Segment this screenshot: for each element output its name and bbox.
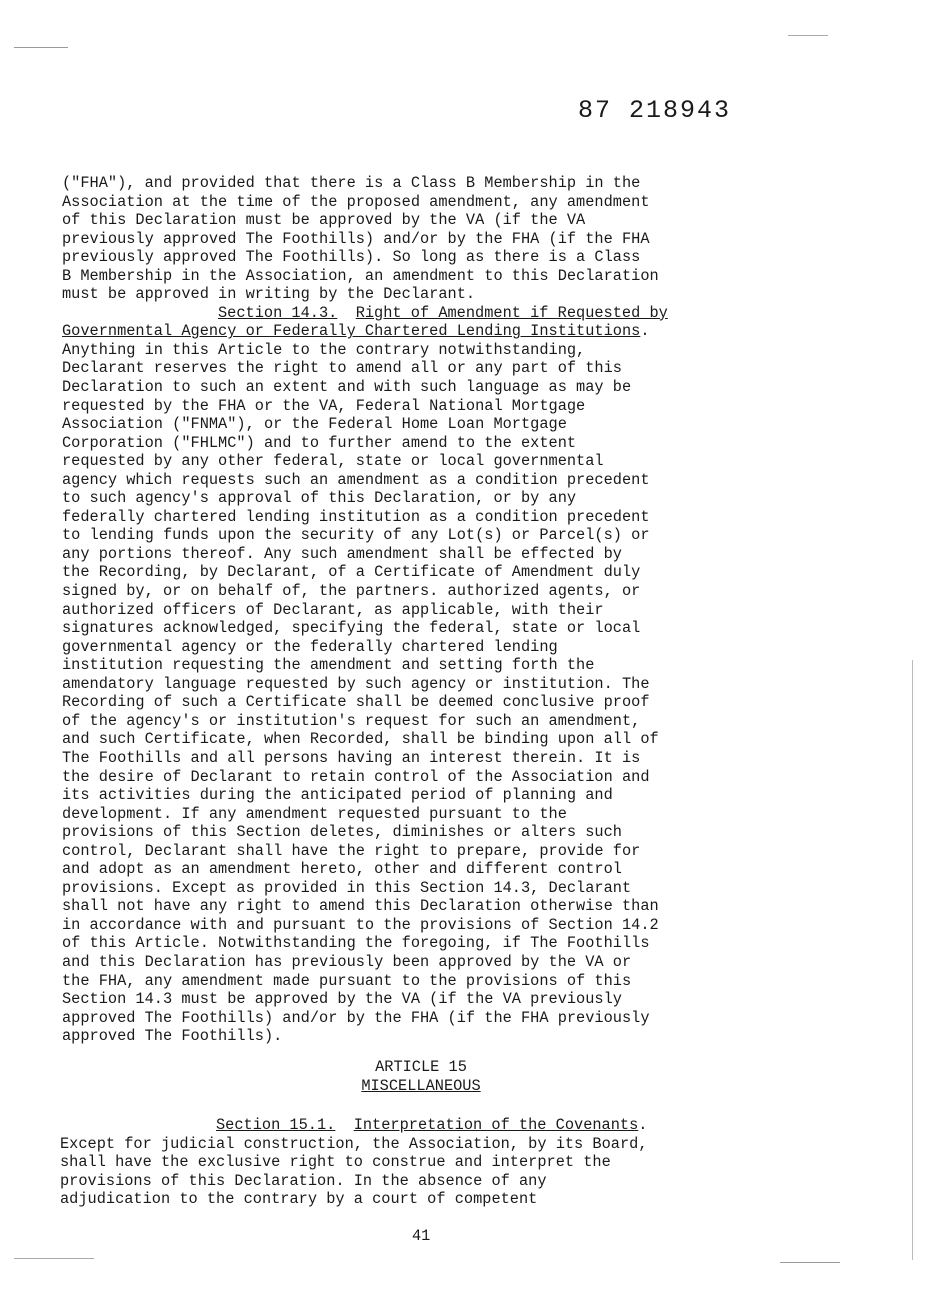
- text-line: Declaration to such an extent and with such language as may be: [62, 378, 632, 397]
- text-line: to such agency's approval of this Declaration, or by any: [62, 489, 577, 508]
- text-line: Association ("FNMA"), or the Federal Home Loan Mortgage: [62, 415, 567, 434]
- scan-speck: [780, 1262, 840, 1263]
- text-line: its activities during the anticipated period of planning and: [62, 786, 613, 805]
- text-line: and such Certificate, when Recorded, shall be binding upon all of: [62, 730, 659, 749]
- text-line: provisions of this Section deletes, diminishes or alters such: [62, 823, 622, 842]
- text-line: signatures acknowledged, specifying the federal, state or local: [62, 619, 641, 638]
- text-line: agency which requests such an amendment as a condition precedent: [62, 470, 650, 489]
- section-heading-continued: Governmental Agency or Federally Chartered Lending Institutions.: [62, 322, 650, 341]
- text-line: B Membership in the Association, an amendment to this Declaration: [62, 266, 659, 285]
- text-line: federally chartered lending institution as a condition precedent: [62, 507, 650, 526]
- page-number: 41: [412, 1227, 431, 1245]
- text-line: signed by, or on behalf of, the partners. authorized agents, or: [62, 582, 641, 601]
- text-line: Anything in this Article to the contrary notwithstanding,: [62, 340, 586, 359]
- text-line: adjudication to the contrary by a court of competent: [60, 1190, 538, 1209]
- text-line: requested by any other federal, state or local governmental: [62, 452, 604, 471]
- section-title: Interpretation of the Covenants: [353, 1116, 639, 1134]
- text-line: Except for judicial construction, the Association, by its Board,: [60, 1134, 648, 1153]
- text-line: previously approved The Foothills) and/or by the FHA (if the FHA: [62, 229, 650, 248]
- text-line: any portions thereof. Any such amendment shall be effected by: [62, 544, 622, 563]
- document-number: 87 218943: [578, 96, 732, 125]
- document-body: [62, 174, 782, 1046]
- text-line: shall have the exclusive right to construe and interpret the: [60, 1153, 611, 1172]
- text-line: provisions. Except as provided in this Section 14.3, Declarant: [62, 878, 632, 897]
- text-line: ("FHA"), and provided that there is a Class B Membership in the: [62, 174, 641, 192]
- text-line: Section 14.3 must be approved by the VA (if the VA previously: [62, 990, 622, 1009]
- text-line: and adopt as an amendment hereto, other and different control: [62, 860, 622, 879]
- text-line: the desire of Declarant to retain control of the Association and: [62, 767, 650, 786]
- text-line: authorized officers of Declarant, as applicable, with their: [62, 600, 604, 619]
- section-15-1: [60, 1116, 780, 1209]
- text-line: approved The Foothills).: [62, 1027, 283, 1046]
- article-name: MISCELLANEOUS: [361, 1077, 481, 1095]
- text-line: The Foothills and all persons having an interest therein. It is: [62, 748, 641, 767]
- section-title-continued: Governmental Agency or Federally Chartered Lending Institutions: [62, 322, 641, 341]
- text-line: institution requesting the amendment and setting forth the: [62, 656, 595, 675]
- section-number: Section 15.1.: [216, 1116, 336, 1134]
- text-line: must be approved in writing by the Declarant.: [62, 285, 476, 304]
- text-line: the Recording, by Declarant, of a Certificate of Amendment duly: [62, 563, 641, 582]
- article-title: ARTICLE 15: [375, 1058, 467, 1076]
- section-title: Right of Amendment if Requested by: [355, 303, 668, 322]
- text-line: shall not have any right to amend this Declaration otherwise than: [62, 897, 659, 916]
- text-line: of the agency's or institution's request for such an amendment,: [62, 711, 641, 730]
- text-line: development. If any amendment requested pursuant to the: [62, 804, 567, 823]
- scan-speck: [14, 47, 68, 48]
- text-line: provisions of this Declaration. In the absence of any: [60, 1171, 547, 1190]
- text-line: control, Declarant shall have the right to prepare, provide for: [62, 841, 641, 860]
- scan-speck: [788, 35, 828, 36]
- text-line: amendatory language requested by such agency or institution. The: [62, 674, 650, 693]
- text-line: Declarant reserves the right to amend all or any part of this: [62, 359, 622, 378]
- text-line: of this Article. Notwithstanding the foregoing, if The Foothills: [62, 934, 650, 953]
- text-line: to lending funds upon the security of any Lot(s) or Parcel(s) or: [62, 526, 650, 545]
- section-heading: Section 15.1. Interpretation of the Covenants.: [216, 1116, 648, 1134]
- text-line: of this Declaration must be approved by the VA (if the VA: [62, 211, 586, 230]
- text-line: and this Declaration has previously been approved by the VA or: [62, 952, 632, 971]
- text-line: Corporation ("FHLMC") and to further amend to the extent: [62, 433, 577, 452]
- scan-speck: [912, 660, 913, 1260]
- text-line: in accordance with and pursuant to the provisions of Section 14.2: [62, 915, 659, 934]
- text-line: requested by the FHA or the VA, Federal National Mortgage: [62, 396, 586, 415]
- section-number: Section 14.3.: [218, 303, 338, 322]
- text-line: the FHA, any amendment made pursuant to the provisions of this: [62, 971, 632, 990]
- scan-speck: [14, 1258, 94, 1259]
- text-line: governmental agency or the federally chartered lending: [62, 637, 558, 656]
- text-line: previously approved The Foothills). So long as there is a Class: [62, 248, 641, 267]
- text-line: Association at the time of the proposed amendment, any amendment: [62, 192, 650, 211]
- section-heading: [62, 304, 782, 323]
- text-line: Recording of such a Certificate shall be deemed conclusive proof: [62, 693, 650, 712]
- text-line: approved The Foothills) and/or by the FHA (if the FHA previously: [62, 1008, 650, 1027]
